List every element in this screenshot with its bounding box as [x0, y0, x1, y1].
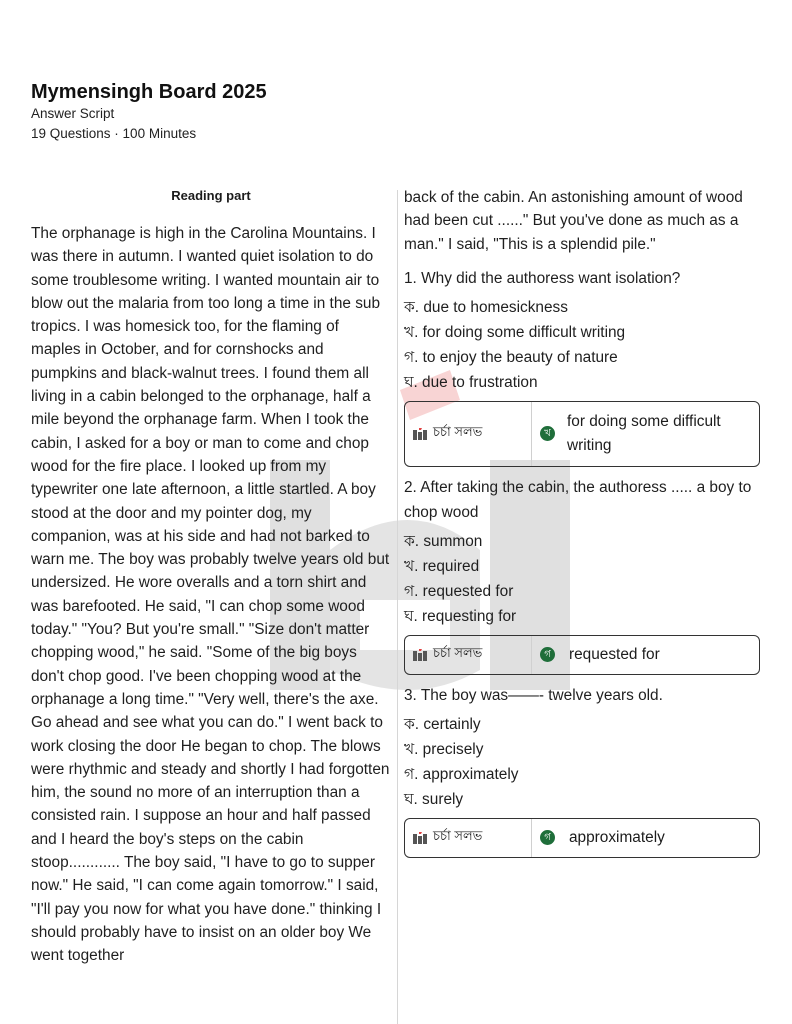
answer-source: [405, 402, 532, 466]
option-item: গ. to enjoy the beauty of nature: [404, 348, 618, 366]
answer-badge: খ: [540, 426, 555, 441]
option-item: ক. summon: [404, 532, 483, 550]
answer-text: approximately: [569, 828, 665, 846]
answer-badge: গ: [540, 647, 555, 662]
brand-logo-icon: [413, 832, 427, 844]
page-header: [31, 80, 267, 144]
question-text: 2. After taking the cabin, the authoress ..... a boy to chop wood: [404, 478, 752, 521]
option-item: খ. precisely: [404, 740, 484, 758]
option-item: গ. approximately: [404, 765, 519, 783]
question-block: [404, 683, 764, 858]
option-item: ঘ. surely: [404, 790, 464, 808]
option-item: ক. due to homesickness: [404, 298, 568, 316]
column-divider: [397, 190, 398, 1024]
page-title: Mymensingh Board 2025: [31, 81, 267, 103]
answer-text: requested for: [569, 645, 660, 663]
answer-content: [532, 826, 759, 850]
brand-logo-icon: [413, 649, 427, 661]
exam-meta: 19 Questions · 100 Minutes: [31, 126, 197, 141]
option-item: গ. requested for: [404, 582, 514, 600]
answer-box: [404, 401, 760, 467]
option-item: ঘ. due to frustration: [404, 373, 538, 391]
option-item: ক. certainly: [404, 715, 481, 733]
answer-source-label: চর্চা সলভ: [433, 645, 483, 661]
answer-text: for doing some difficult writing: [567, 412, 721, 454]
option-item: খ. for doing some difficult writing: [404, 323, 626, 341]
answer-source-label: চর্চা সলভ: [433, 828, 483, 844]
answer-box: [404, 635, 760, 675]
question-text: 1. Why did the authoress want isolation?: [404, 269, 681, 287]
question-text: 3. The boy was——- twelve years old.: [404, 686, 663, 704]
question-block: [404, 475, 764, 675]
reading-passage: The orphanage is high in the Carolina Mountains. I was there in autumn. I wanted quiet isolation to do some troublesome writing. I wanted mountain air to blow out the malaria from too long a time in the sub tropics. I was homesick too, for the flaming of maples in October, and for cornshocks and pumpkins and black-walnut trees. I found them all living in a cabin belonged to the orphanage, half a mile beyond the orphanage farm. When I took the cabin, I asked for a boy or man to come and chop wood for the fire place. I looked up from my typewriter one late afternoon, a little startled. A boy stood at the door and my pointer dog, my companion, was at his side and had not barked to warn me. The boy was probably twelve years old but undersized. He wore overalls and a torn shirt and was barefooted. He said, "I can chop some wood today." "You? But you're small." "Size don't matter chopping wood," he said. "Some of the big boys don't chop good. I've been chopping wood at the orphanage a long time." "Very well, there's the axe. Go ahead and see what you can do." I went back to work closing the door He began to chop. The blows were rhythmic and steady and shortly I had forgotten him, the sound no more of an interruption than a consisted rain. I suppose an hour and half passed and I heard the boy's steps on the cabin stoop............ The boy said, "I have to go to supper now." He said, "I can come again tomorrow." I said, "I'll pay you now for what you have done." thinking I should probably have to insist on an older boy We went together: [31, 225, 390, 965]
answer-source: [405, 636, 532, 674]
brand-logo-icon: [413, 428, 427, 440]
answer-content: [532, 643, 759, 667]
option-item: খ. required: [404, 557, 480, 575]
section-title: Reading part: [171, 188, 251, 203]
page-subtitle: Answer Script: [31, 106, 115, 121]
reading-column: [31, 186, 391, 968]
answer-box: [404, 818, 760, 858]
answer-content: [532, 410, 759, 458]
answer-source: [405, 819, 532, 857]
answer-source-label: চর্চা সলভ: [433, 424, 483, 440]
option-item: ঘ. requesting for: [404, 607, 517, 625]
reading-passage-continued: back of the cabin. An astonishing amount of wood had been cut ......" But you've done as much as a man." I said, "This is a splendid pile.": [404, 189, 743, 253]
answer-badge: গ: [540, 830, 555, 845]
questions-column: [404, 186, 764, 866]
question-block: [404, 266, 764, 467]
